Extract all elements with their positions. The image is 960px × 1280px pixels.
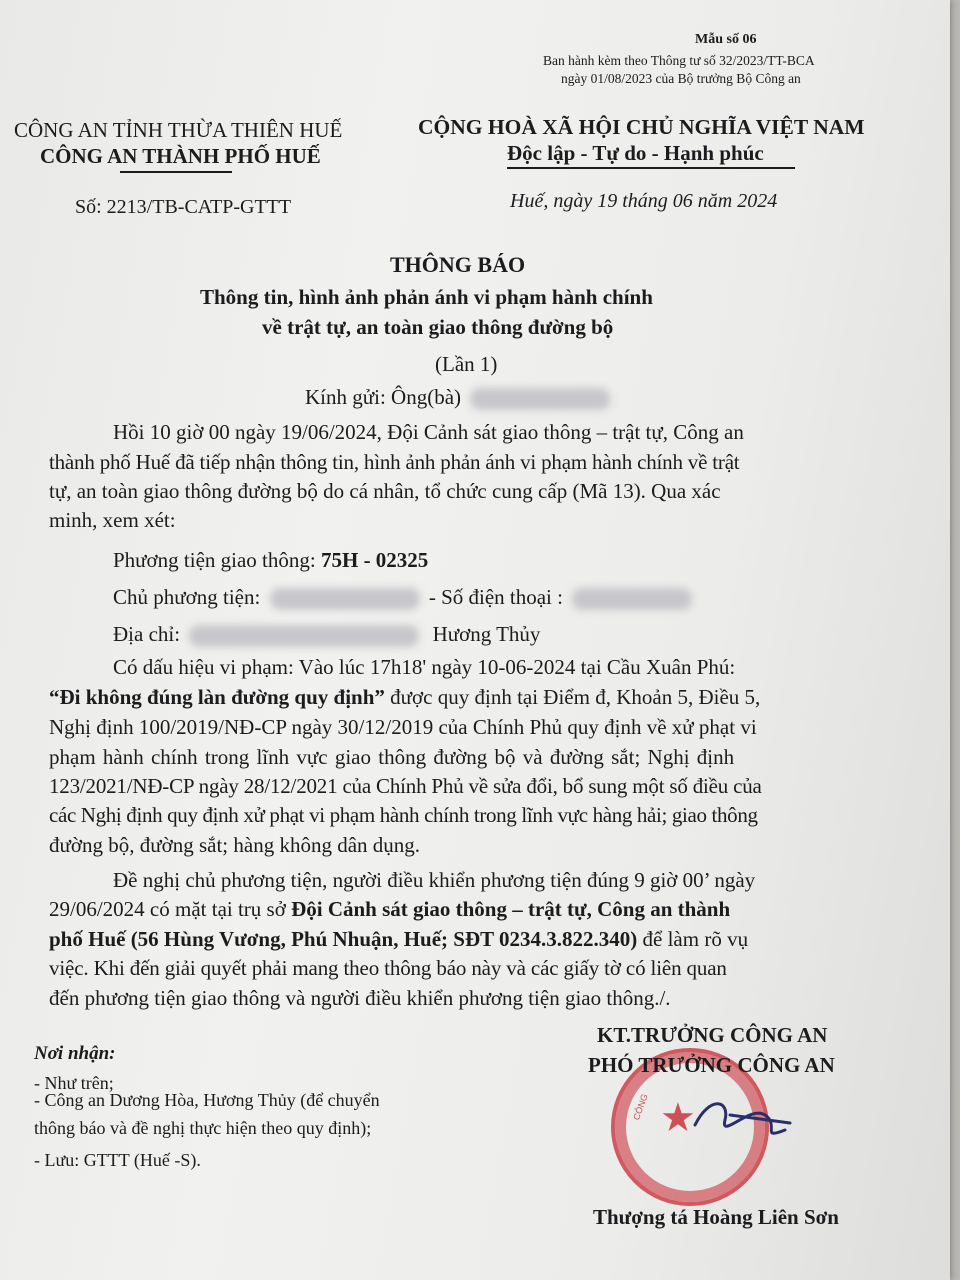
form-issued-line2: ngày 01/08/2023 của Bộ trưởng Bộ Công an xyxy=(561,71,801,86)
phone-label: - Số điện thoại : xyxy=(428,585,563,609)
violation-line-6: các Nghị định quy định xử phạt vi phạm hành chính trong lĩnh vực hàng hải; giao thông xyxy=(49,803,758,827)
violation-clause: được quy định tại Điểm đ, Khoản 5, Điều 5, xyxy=(384,685,761,709)
request-line-2 xyxy=(49,897,730,922)
request-line-3 xyxy=(49,927,748,952)
seal-star-icon: ★ xyxy=(660,1095,696,1140)
recipient-label: Kính gửi: Ông(bà) xyxy=(305,385,462,409)
violation-line-7: đường bộ, đường sắt; hàng không dân dụng. xyxy=(49,833,421,857)
document-subtitle-2: về trật tự, an toàn giao thông đường bộ xyxy=(262,315,614,339)
nation-line1: CỘNG HOÀ XÃ HỘI CHỦ NGHĨA VIỆT NAM xyxy=(418,115,865,139)
seal-text-fragment: CÔNG xyxy=(631,1092,650,1122)
recipient-item-1: - Như trên; xyxy=(34,1073,114,1093)
place-date: Huế, ngày 19 tháng 06 năm 2024 xyxy=(510,190,778,212)
license-plate: 75H - 02325 xyxy=(320,548,429,572)
redacted-address xyxy=(189,625,419,647)
form-issued-line1: Ban hành kèm theo Thông tư số 32/2023/TT-BCA xyxy=(543,53,815,68)
issuer-underline xyxy=(120,171,232,173)
address-label: Địa chỉ: xyxy=(113,622,181,646)
violation-line-4: phạm hành chính trong lĩnh vực giao thông đường bộ và đường sắt; Nghị định xyxy=(49,745,735,769)
nation-motto: Độc lập - Tự do - Hạnh phúc xyxy=(507,141,764,165)
violation-line-2 xyxy=(49,685,760,710)
recipient-item-3: - Lưu: GTTT (Huế -S). xyxy=(34,1150,201,1170)
request-line-1: Đề nghị chủ phương tiện, người điều khiển phương tiện đúng 9 giờ 00’ ngày xyxy=(113,868,756,892)
redacted-phone xyxy=(572,588,692,610)
recipient-item-2b: thông báo và đề nghị thực hiện theo quy định); xyxy=(34,1118,372,1138)
office-name: Đội Cảnh sát giao thông – trật tự, Công an thành xyxy=(291,897,731,921)
recipient-item-2a: - Công an Dương Hòa, Hương Thủy (để chuyển xyxy=(34,1090,380,1110)
violation-line-1: Có dấu hiệu vi phạm: Vào lúc 17h18' ngày 10-06-2024 tại Cầu Xuân Phú: xyxy=(113,655,736,679)
request-text-a: 29/06/2024 có mặt tại trụ sở xyxy=(49,897,292,921)
intro-line-4: minh, xem xét: xyxy=(49,508,176,532)
vehicle-line xyxy=(113,548,428,573)
office-address: phố Huế (56 Hùng Vương, Phú Nhuận, Huế; SĐT 0234.3.822.340) xyxy=(49,927,638,951)
recipient-line xyxy=(305,385,610,410)
request-text-c: để làm rõ vụ xyxy=(637,927,749,951)
intro-line-1: Hồi 10 giờ 00 ngày 19/06/2024, Đội Cảnh sát giao thông – trật tự, Công an xyxy=(113,420,744,444)
signature-line-2: PHÓ TRƯỞNG CÔNG AN xyxy=(588,1053,835,1077)
redacted-recipient-name xyxy=(470,388,610,410)
form-number: Mẫu số 06 xyxy=(695,32,757,47)
owner-line xyxy=(113,585,692,610)
signature-mark xyxy=(690,1085,800,1145)
document-subtitle-1: Thông tin, hình ảnh phản ánh vi phạm hành chính xyxy=(200,285,653,309)
signature-line-1: KT.TRƯỞNG CÔNG AN xyxy=(597,1023,828,1047)
vehicle-label: Phương tiện giao thông: xyxy=(113,548,316,572)
redacted-owner-name xyxy=(270,588,420,610)
owner-label: Chủ phương tiện: xyxy=(113,585,261,609)
issuer-line2: CÔNG AN THÀNH PHỐ HUẾ xyxy=(40,144,321,168)
address-line xyxy=(113,622,540,647)
violation-line-3: Nghị định 100/2019/NĐ-CP ngày 30/12/2019 của Chính Phủ quy định về xử phạt vi xyxy=(49,715,757,739)
request-line-5: đến phương tiện giao thông và người điều khiển phương tiện giao thông./. xyxy=(49,986,671,1010)
notice-round: (Lần 1) xyxy=(435,352,498,376)
intro-line-3: tự, an toàn giao thông đường bộ do cá nhân, tổ chức cung cấp (Mã 13). Qua xác xyxy=(49,479,721,503)
document-title: THÔNG BÁO xyxy=(390,252,526,277)
violation-line-5: 123/2021/NĐ-CP ngày 28/12/2021 của Chính Phủ về sửa đổi, bổ sung một số điều của xyxy=(49,774,762,798)
recipients-heading: Nơi nhận: xyxy=(34,1043,116,1064)
violation-title: “Đi không đúng làn đường quy định” xyxy=(49,685,385,709)
intro-line-2: thành phố Huế đã tiếp nhận thông tin, hình ảnh phản ánh vi phạm hành chính về trật xyxy=(49,450,740,474)
nation-underline xyxy=(507,167,795,169)
address-tail: Hương Thủy xyxy=(432,622,541,646)
request-line-4: việc. Khi đến giải quyết phải mang theo thông báo này và các giấy tờ có liên quan xyxy=(49,956,727,980)
document-number: Số: 2213/TB-CATP-GTTT xyxy=(75,196,292,218)
signer-name: Thượng tá Hoàng Liên Sơn xyxy=(593,1205,839,1229)
issuer-line1: CÔNG AN TỈNH THỪA THIÊN HUẾ xyxy=(14,118,343,142)
